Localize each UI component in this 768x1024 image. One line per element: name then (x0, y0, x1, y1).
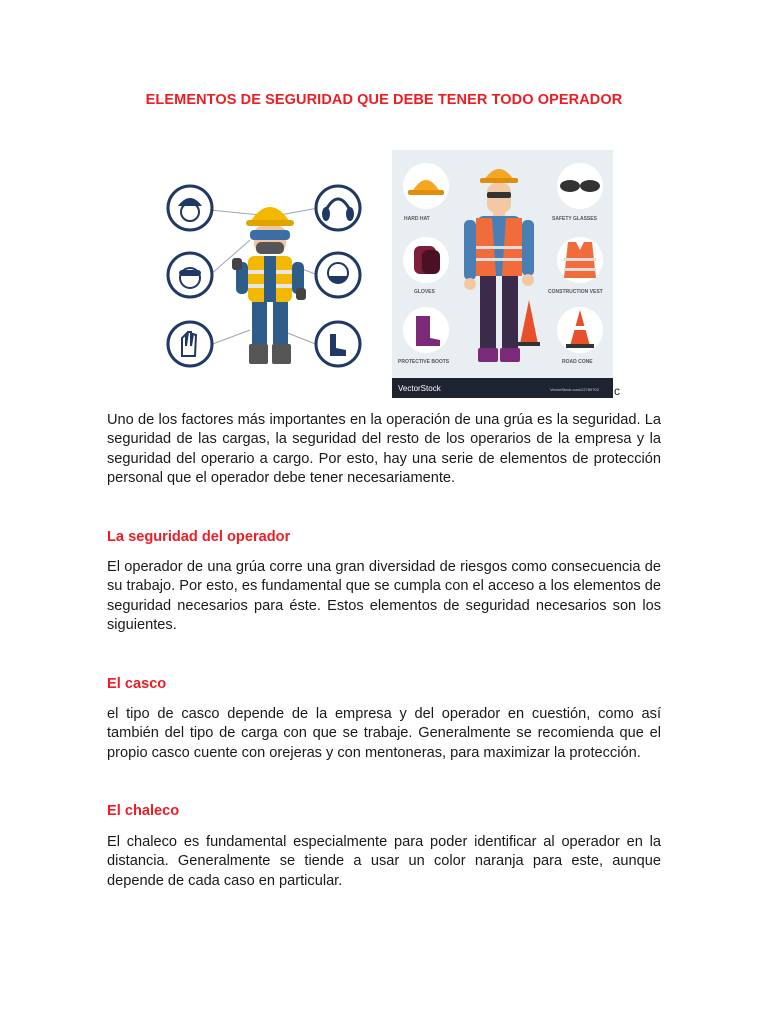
vectorstock-url: VectorStock.com/22789702 (550, 387, 599, 392)
mask-icon (316, 253, 360, 297)
label-hard-hat: HARD HAT (404, 216, 430, 222)
operador-paragraph: El operador de una grúa corre una gran diversidad de riesgos como consecuencia de su trabajo. Por esto, es fundamental que se cumpla con el acceso a los elementos de seguridad necesarios para éste. Estos elementos de seguridad necesarios son los siguientes. (107, 559, 661, 634)
goggles-icon (168, 253, 212, 297)
worker-figure (232, 207, 306, 364)
vectorstock-watermark: VectorStock (398, 384, 441, 393)
intro-paragraph: Uno de los factores más importantes en la operación de una grúa es la seguridad. La seguridad de las cargas, la seguridad del resto de los operarios de la empresa y la seguridad del operario a cargo. Por esto, hay una serie de elementos de protección personal que el operador debe tener necesariamente. (107, 412, 661, 487)
heading-operador: La seguridad del operador (107, 529, 291, 545)
casco-paragraph: el tipo de casco depende de la empresa y del operador en cuestión, como así también del tipo de carga con que se trabaje. Generalmente se recomienda que el propio casco cuente con orejeras y con mentoneras, para maximizar la protección. (107, 706, 661, 761)
document-title: ELEMENTOS DE SEGURIDAD QUE DEBE TENER TODO OPERADOR (145, 92, 623, 108)
label-safety-glasses: SAFETY GLASSES (552, 216, 597, 222)
label-protective-boots: PROTECTIVE BOOTS (398, 359, 450, 365)
label-road-cone: ROAD CONE (562, 359, 593, 365)
heading-casco: El casco (107, 676, 167, 692)
heading-chaleco: El chaleco (107, 803, 180, 819)
labeled-ppe-illustration (392, 150, 613, 398)
helmet-icon (168, 186, 212, 230)
chaleco-paragraph: El chaleco es fundamental especialmente para poder identificar al operador en la distancia. Generalmente se tiende a usar un color naranja para este, aunque depende de cada caso en particular. (107, 834, 661, 889)
ppe-icons-illustration (160, 170, 368, 382)
label-gloves: GLOVES (414, 289, 435, 295)
gloves-icon (168, 322, 212, 366)
stray-character: c (614, 384, 620, 398)
label-construction-vest: CONSTRUCTION VEST (548, 289, 603, 295)
boots-icon (316, 322, 360, 366)
ear-muffs-icon (316, 186, 360, 230)
